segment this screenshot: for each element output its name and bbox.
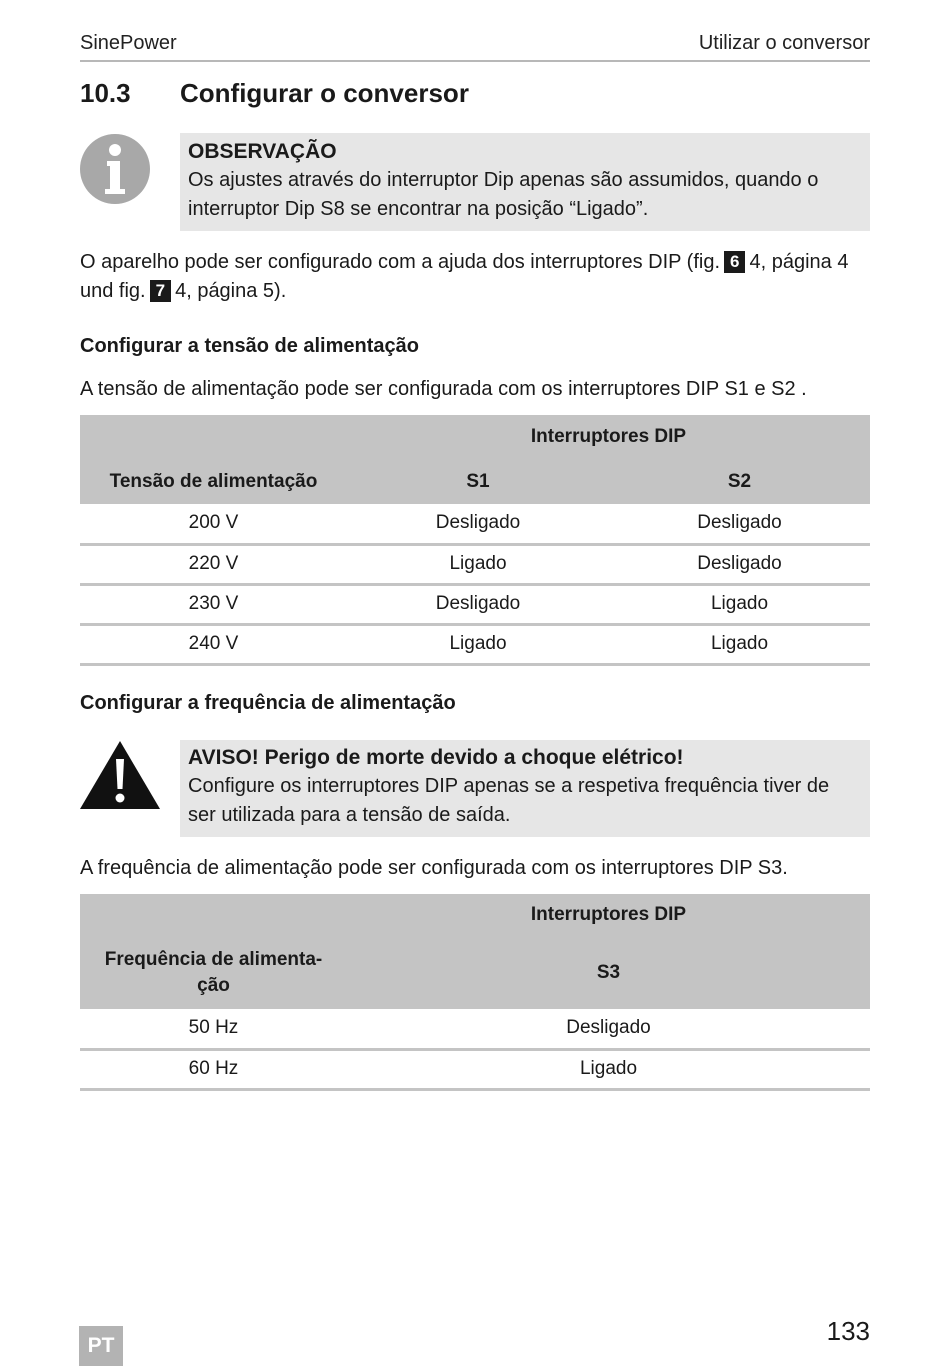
note-box	[180, 133, 870, 231]
table-row	[80, 544, 870, 584]
frequency-column-header: Frequência de alimenta- ção	[80, 936, 347, 1009]
table-cell: 220 V	[80, 544, 347, 584]
intro-text-2: 4, página 4 und fig.	[80, 251, 849, 302]
table-row	[80, 584, 870, 624]
note-text: Os ajustes através do interruptor Dip apenas são assumidos, quando o interruptor Dip S8 se encontrar na posição “Ligado”.	[188, 169, 819, 220]
page-number: 133	[826, 1316, 870, 1346]
page-header	[80, 30, 870, 62]
table-cell: Ligado	[347, 544, 609, 584]
figure-ref-badge: 7	[150, 280, 171, 302]
note-title: OBSERVAÇÃO	[188, 140, 337, 163]
voltage-column-header: Tensão de alimentação	[80, 459, 347, 504]
table-cell: Desligado	[609, 544, 870, 584]
s3-column-header: S3	[347, 936, 870, 1009]
table-cell: Desligado	[609, 504, 870, 544]
voltage-table	[80, 415, 870, 666]
table-row	[80, 624, 870, 664]
frequency-text: A frequência de alimentação pode ser configurada com os interruptores DIP S3.	[80, 857, 788, 879]
table-cell: 60 Hz	[80, 1049, 347, 1089]
info-icon	[79, 133, 151, 205]
table-cell: Desligado	[347, 504, 609, 544]
intro-text-3: 4, página 5).	[175, 280, 287, 302]
frequency-table	[80, 894, 870, 1091]
s1-column-header: S1	[347, 459, 609, 504]
table-row	[80, 1009, 870, 1049]
warning-title: AVISO! Perigo de morte devido a choque elétrico!	[188, 746, 684, 769]
warning-text: Configure os interruptores DIP apenas se a respetiva frequência tiver de ser utilizada para a tensão de saída.	[188, 775, 830, 826]
section-number: 10.3	[80, 78, 131, 108]
section-heading: Configurar o conversor	[180, 78, 469, 108]
language-badge: PT	[79, 1326, 123, 1366]
voltage-heading: Configurar a tensão de alimentação	[80, 335, 419, 357]
table-cell: 200 V	[80, 504, 347, 544]
table-cell: 240 V	[80, 624, 347, 664]
intro-text-1: O aparelho pode ser configurado com a ajuda dos interruptores DIP (fig.	[80, 251, 720, 273]
table-cell: Desligado	[347, 584, 609, 624]
table-row	[80, 504, 870, 544]
table-cell: 50 Hz	[80, 1009, 347, 1049]
table-cell: Ligado	[609, 584, 870, 624]
table-cell: Desligado	[347, 1009, 870, 1049]
warning-triangle-icon	[79, 739, 161, 811]
table-cell: 230 V	[80, 584, 347, 624]
table-header-empty	[80, 894, 347, 936]
dip-group-header: Interruptores DIP	[347, 415, 870, 459]
voltage-text: A tensão de alimentação pode ser configurada com os interruptores DIP S1 e S2 .	[80, 378, 807, 400]
figure-ref-badge: 6	[724, 251, 745, 273]
header-product-name: SinePower	[80, 32, 177, 54]
s2-column-header: S2	[609, 459, 870, 504]
warning-box	[180, 740, 870, 837]
table-cell: Ligado	[347, 1049, 870, 1089]
intro-paragraph	[80, 248, 870, 306]
header-chapter-title: Utilizar o conversor	[698, 32, 870, 54]
table-header-empty	[80, 415, 347, 459]
frequency-heading: Configurar a frequência de alimentação	[80, 692, 456, 714]
dip-group-header: Interruptores DIP	[347, 894, 870, 936]
table-cell: Ligado	[347, 624, 609, 664]
table-row	[80, 1049, 870, 1089]
table-cell: Ligado	[609, 624, 870, 664]
